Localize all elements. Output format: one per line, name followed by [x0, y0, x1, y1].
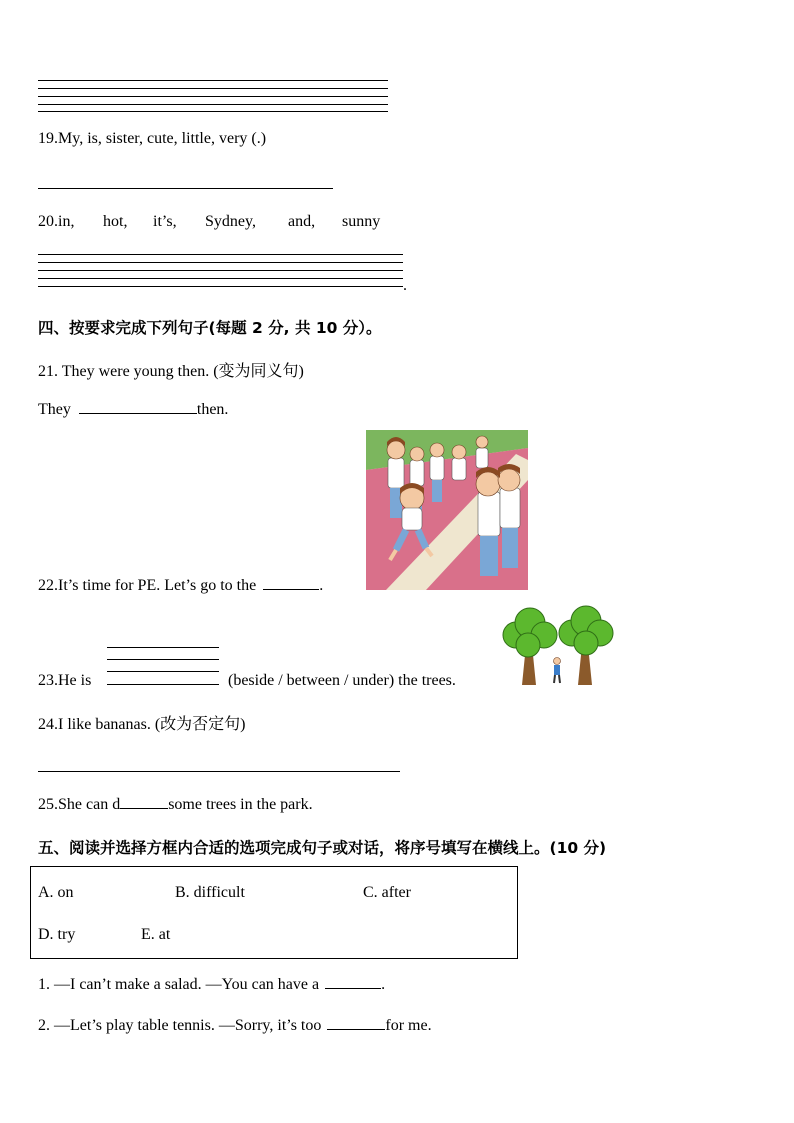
answer-line-19[interactable] [38, 188, 333, 189]
option-d: D. try [38, 926, 76, 943]
answer-blank-21[interactable] [79, 399, 197, 414]
answer-line-23[interactable] [107, 671, 219, 672]
section-5-question-1 [38, 974, 385, 994]
answer-line-20[interactable] [38, 286, 403, 287]
option-b: B. difficult [175, 884, 245, 901]
question-23-prefix: 23.He is [38, 672, 92, 689]
question-21-suffix: then. [196, 401, 229, 418]
section-4-heading: 四、按要求完成下列句子(每题 2 分, 共 10 分）。 [38, 319, 382, 337]
answer-line-23[interactable] [107, 684, 219, 685]
answer-line-20[interactable] [38, 270, 403, 271]
question-25-prefix: 25.She can d [38, 796, 121, 813]
question-20-period: . [403, 277, 407, 294]
question-2-suffix: for me. [385, 1017, 432, 1034]
question-20-word: hot, [103, 213, 128, 230]
question-20-word: Sydney, [205, 213, 256, 230]
option-e: E. at [141, 926, 171, 943]
question-25 [38, 794, 313, 814]
question-21-answer-row [38, 399, 228, 419]
question-22-text: 22.It’s time for PE. Let’s go to the [38, 577, 257, 594]
question-20-word: 20.in, [38, 213, 75, 230]
answer-line [38, 104, 388, 105]
answer-line [38, 88, 388, 89]
answer-line [38, 111, 388, 112]
trees-picture [500, 605, 616, 687]
answer-blank-2[interactable] [327, 1015, 385, 1030]
question-20-word: and, [288, 213, 316, 230]
question-2-text: 2. —Let’s play table tennis. —Sorry, it’s too [38, 1017, 322, 1034]
answer-line-23[interactable] [107, 647, 219, 648]
answer-line-20[interactable] [38, 262, 403, 263]
question-24: 24.I like bananas. (改为否定句) [38, 716, 246, 733]
answer-line-24[interactable] [38, 771, 400, 772]
answer-blank-22[interactable] [263, 575, 319, 590]
question-23-suffix: (beside / between / under) the trees. [228, 672, 456, 689]
section-5-question-2 [38, 1015, 432, 1035]
pe-class-picture [366, 430, 528, 590]
question-20-word: sunny [342, 213, 381, 230]
question-1-period: . [381, 976, 386, 993]
answer-line-20[interactable] [38, 278, 403, 279]
question-21-prefix: They [38, 401, 71, 418]
section-5-heading: 五、阅读并选择方框内合适的选项完成句子或对话，将序号填写在横线上。(10 分) [38, 839, 607, 857]
answer-blank-25[interactable] [120, 794, 168, 809]
question-20-word: it’s, [153, 213, 177, 230]
question-22 [38, 575, 323, 595]
option-c: C. after [363, 884, 411, 901]
answer-line [38, 80, 388, 81]
answer-line-20[interactable] [38, 254, 403, 255]
answer-blank-1[interactable] [325, 974, 381, 989]
question-22-period: . [319, 577, 324, 594]
question-25-suffix: some trees in the park. [168, 796, 313, 813]
options-box [30, 866, 518, 959]
answer-line [38, 96, 388, 97]
question-1-text: 1. —I can’t make a salad. —You can have a [38, 976, 320, 993]
question-19: 19.My, is, sister, cute, little, very (.) [38, 130, 267, 147]
question-21: 21. They were young then. (变为同义句) [38, 363, 304, 380]
answer-line-23[interactable] [107, 659, 219, 660]
option-a: A. on [38, 884, 74, 901]
